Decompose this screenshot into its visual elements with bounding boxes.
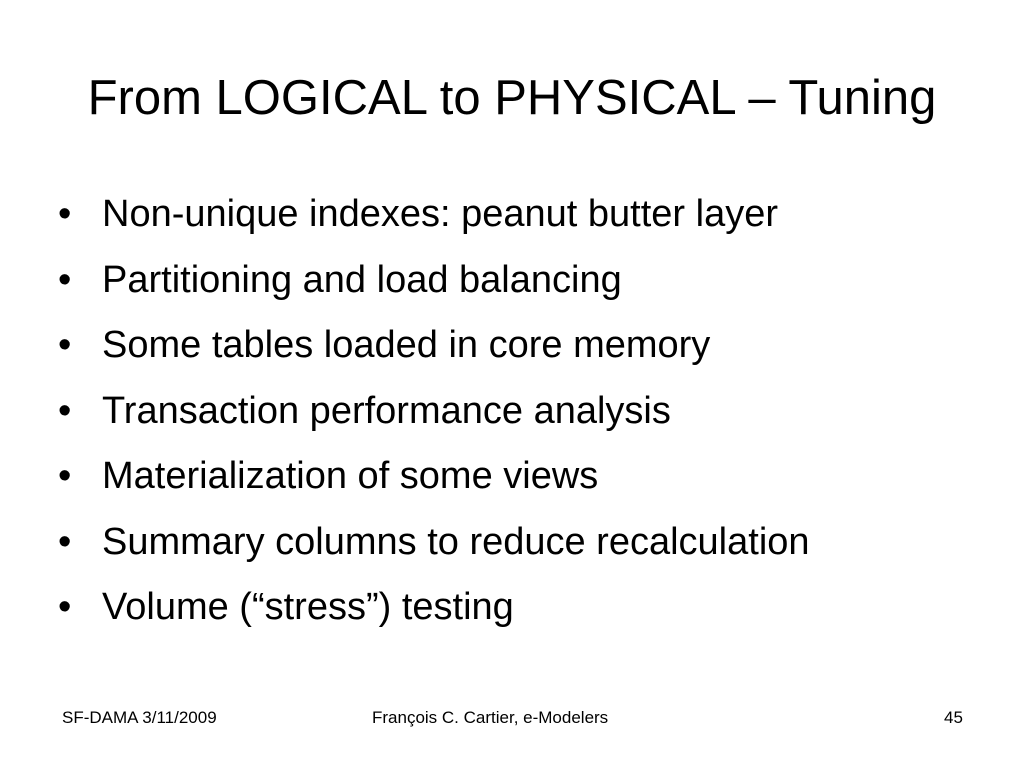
bullet-text: Non-unique indexes: peanut butter layer	[102, 193, 779, 235]
bullet-icon: •	[58, 520, 72, 563]
bullet-icon: •	[58, 586, 72, 628]
bullet-text: Partitioning and load balancing	[102, 258, 622, 301]
bullet-icon: •	[58, 389, 72, 432]
footer-author: François C. Cartier, e-Modelers	[372, 708, 609, 727]
slide-title: From LOGICAL to PHYSICAL – Tuning	[87, 71, 937, 125]
bullet-text: Transaction performance analysis	[102, 389, 671, 432]
bullet-icon: •	[58, 324, 72, 366]
bullet-text: Some tables loaded in core memory	[102, 324, 711, 366]
bullet-icon: •	[58, 258, 72, 301]
slide-number: 45	[944, 708, 963, 727]
bullet-text: Summary columns to reduce recalculation	[102, 520, 810, 563]
bullet-text: Materialization of some views	[102, 455, 599, 497]
bullet-icon: •	[58, 455, 72, 497]
bullet-icon: •	[58, 193, 72, 235]
bullet-text: Volume (“stress”) testing	[102, 586, 514, 628]
footer-date: SF-DAMA 3/11/2009	[62, 708, 217, 727]
